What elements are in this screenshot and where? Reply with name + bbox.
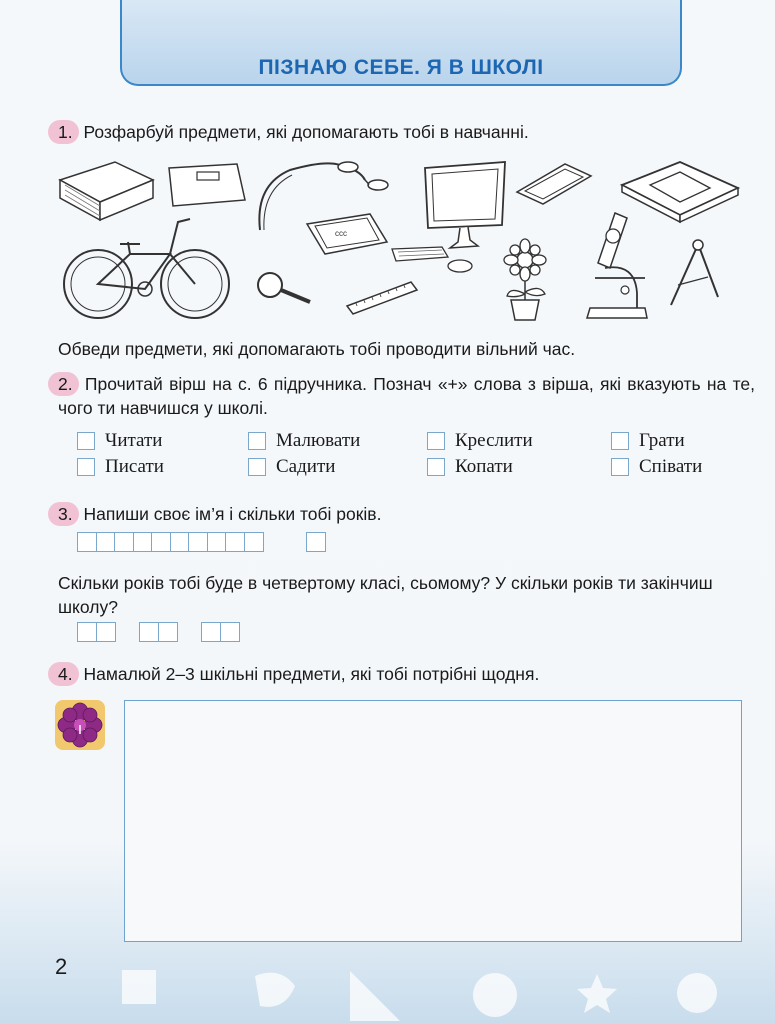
task-2: [58, 372, 755, 420]
input-cell[interactable]: [306, 532, 326, 552]
decor-triangle-icon: [345, 966, 405, 1024]
word-checkbox[interactable]: [427, 458, 445, 476]
word-label: Писати: [105, 456, 164, 477]
book-icon[interactable]: [55, 160, 155, 222]
word-option[interactable]: [611, 428, 702, 454]
input-cell[interactable]: [139, 622, 159, 642]
word-option[interactable]: [611, 454, 702, 480]
word-option[interactable]: [248, 428, 360, 454]
word-option[interactable]: [77, 454, 164, 480]
input-cell[interactable]: [207, 532, 227, 552]
word-label: Співати: [639, 456, 703, 477]
decor-circle-icon: [470, 970, 520, 1020]
word-option[interactable]: [77, 428, 164, 454]
flower-badge-icon: [55, 700, 105, 750]
microscope-icon[interactable]: [575, 208, 655, 323]
input-cell[interactable]: [201, 622, 221, 642]
word-option[interactable]: [427, 454, 533, 480]
word-column-4: [611, 428, 702, 480]
age-graduation-cells[interactable]: [201, 622, 238, 642]
word-label: Садити: [276, 456, 336, 477]
word-column-3: [427, 428, 533, 480]
bicycle-icon[interactable]: [60, 214, 235, 324]
word-checkbox[interactable]: [427, 432, 445, 450]
input-cell[interactable]: [158, 622, 178, 642]
word-label: Копати: [455, 456, 513, 477]
word-label: Малювати: [276, 430, 361, 451]
word-column-1: [77, 428, 164, 480]
decor-square-icon: [120, 968, 160, 1008]
keyboard-icon[interactable]: [390, 245, 450, 263]
input-cell[interactable]: [96, 532, 116, 552]
compass-icon[interactable]: [663, 235, 728, 310]
word-checkbox[interactable]: [248, 458, 266, 476]
task-1: [58, 120, 748, 144]
task-3-number: 3.: [48, 502, 79, 526]
decor-star-icon: [575, 972, 619, 1016]
word-checkbox[interactable]: [611, 432, 629, 450]
input-cell[interactable]: [77, 532, 97, 552]
word-label: Грати: [639, 430, 685, 451]
input-cell[interactable]: [225, 532, 245, 552]
input-cell[interactable]: [170, 532, 190, 552]
input-cell[interactable]: [114, 532, 134, 552]
input-cell[interactable]: [133, 532, 153, 552]
word-checkbox[interactable]: [248, 432, 266, 450]
potted-flower-icon[interactable]: [495, 238, 555, 328]
input-cell[interactable]: [96, 622, 116, 642]
page-number: 2: [55, 954, 68, 979]
task-1-text: Розфарбуй предмети, які допомагають тобі в навчанні.: [83, 122, 529, 142]
task-1-pictures: [55, 150, 755, 330]
task-3-text: Напиши своє ім’я і скільки тобі років.: [83, 504, 382, 524]
input-cell[interactable]: [220, 622, 240, 642]
task-4: [58, 662, 748, 686]
drawing-area[interactable]: [124, 700, 742, 942]
decor-blob-icon: [672, 968, 722, 1018]
input-cell[interactable]: [77, 622, 97, 642]
word-option[interactable]: [248, 454, 360, 480]
magnifier-icon[interactable]: [255, 270, 315, 305]
task-1-followup: Обведи предмети, які допомагають тобі проводити вільний час.: [58, 339, 576, 359]
page-title: ПІЗНАЮ СЕБЕ. Я В ШКОЛІ: [258, 56, 544, 79]
word-checkbox[interactable]: [611, 458, 629, 476]
input-cell[interactable]: [151, 532, 171, 552]
monitor-icon[interactable]: [420, 160, 510, 250]
ruler-icon[interactable]: [345, 280, 420, 316]
age-grade-4-cells[interactable]: [77, 622, 114, 642]
word-label: Читати: [105, 430, 163, 451]
task-4-number: 4.: [48, 662, 79, 686]
input-cell[interactable]: [188, 532, 208, 552]
name-input-cells[interactable]: [77, 532, 262, 552]
word-option[interactable]: [427, 428, 533, 454]
word-checkbox[interactable]: [77, 432, 95, 450]
svg-text:ccc: ccc: [335, 229, 347, 238]
decor-leaf-icon: [250, 966, 300, 1016]
task-2-number: 2.: [48, 372, 79, 396]
word-label: Креслити: [455, 430, 533, 451]
task-2-text: Прочитай вірш на с. 6 підручника. Познач «+» слова з вірша, які вказують на те, чого ти навчишся у школі.: [58, 374, 755, 418]
task-3: [58, 502, 748, 526]
smartphone-icon[interactable]: [515, 162, 595, 207]
mouse-icon[interactable]: [445, 258, 475, 274]
word-checkbox[interactable]: [77, 458, 95, 476]
input-cell[interactable]: [244, 532, 264, 552]
task-3-question: Скільки років тобі буде в четвертому класі, сьомому? У скільки років ти закінчиш школу?: [58, 573, 713, 617]
age-grade-7-cells[interactable]: [139, 622, 176, 642]
task-1-number: 1.: [48, 120, 79, 144]
word-column-2: [248, 428, 360, 480]
tablet-icon[interactable]: [305, 212, 390, 257]
task-4-text: Намалюй 2–3 шкільні предмети, які тобі потрібні щодня.: [83, 664, 540, 684]
age-input-cell[interactable]: [306, 532, 325, 552]
notebook-icon[interactable]: [167, 160, 247, 210]
